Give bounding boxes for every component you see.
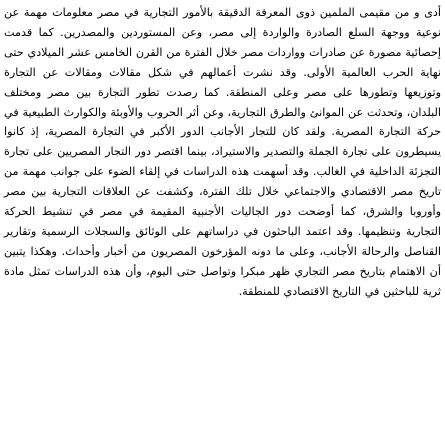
document-page — [2, 0, 443, 435]
body-paragraph: أدى و من مقيمى الملمين ذوى المعرفة الدقيقة بالأمور التجارية في مصر معلومات مهمة عن نوعية ووجهة السلع الصادرة والواردة إلى مصر، وعن المستوردين والمصدرين. كما قدمت إحصائية مصورة عن صادرات وواردات مصر خلال الفترة من القرن الخامس عشر الميلادي حتى نهاية الحرب العالمية الأولى. وقد نشرت أعمالهم في شكل مقالات ومقالات عن التجارة وتوزيعها وتطورها على مصر وعلى المنطقة. كما رصدت تطور التجارة بين مصر ومختلف البلدان، وتحدثت عن الموانئ والطرق التجارية، وعن أثر الحروب والأوبئة والكوارث الطبيعية في حركة التجارة المصرية. ولقد كان للتجار الأجانب الدور الأكبر في التجارة المصرية، إذ كانوا يسيطرون على تجارة الجملة والتصدير والاستيراد، بينما اقتصر دور التجار المصريين على تجارة التجزئة الداخلية في الغالب. وقد أسهمت هذه الدراسات في إلقاء الضوء على جوانب مهمة من تاريخ مصر الاقتصادي والاجتماعي خلال تلك الفترة، وكشفت عن العلاقات التجارية بين مصر وأوروبا والشرق، كما أوضحت دور الجاليات الأجنبية المقيمة في مصر في تنشيط الحركة التجارية وتنظيمها. وقد اعتمد الباحثون في دراساتهم على الوثائق والسجلات الرسمية وتقارير القناصل والرحالة الأجانب، وعلى ما دونه المؤرخون المصريون من أخبار وأحداث. وهكذا يتبين أن الاهتمام بتاريخ مصر التجاري ظهر مبكرا وتواصل حتى اليوم، وأن هذه الدراسات تمثل مادة ثرية للباحثين في التاريخ الاقتصادي للمنطقة. — [4, 6, 441, 298]
